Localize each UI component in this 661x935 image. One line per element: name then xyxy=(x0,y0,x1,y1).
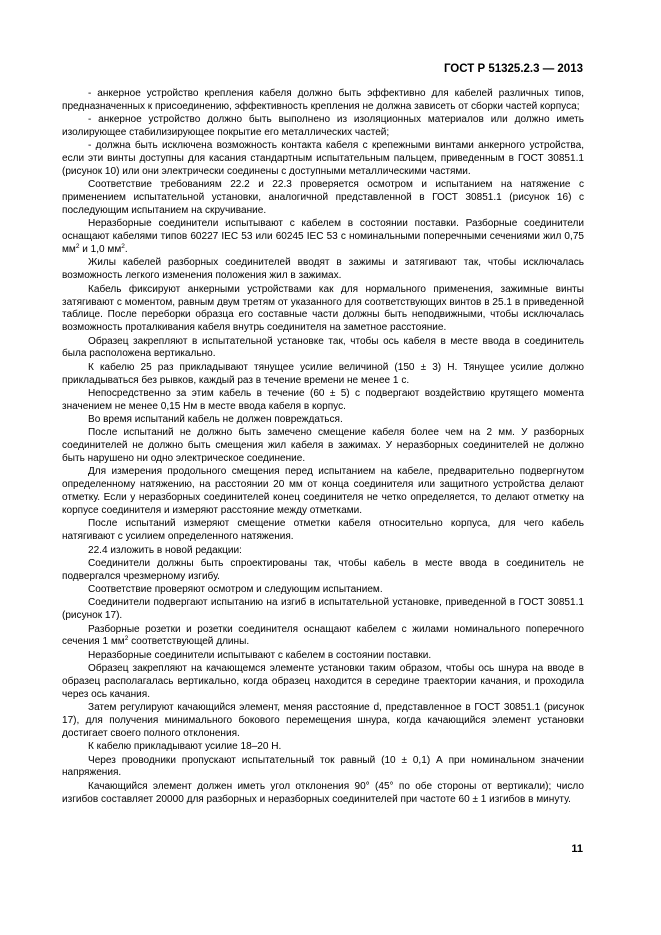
paragraph: К кабелю прикладывают усилие 18–20 Н. xyxy=(88,741,282,753)
document-header: ГОСТ Р 51325.2.3 — 2013 xyxy=(443,63,583,75)
page-number: 11 xyxy=(571,843,583,855)
paragraph: Соответствие проверяют осмотром и следующим испытанием. xyxy=(88,584,383,596)
paragraph: Образец закрепляют на качающемся элементе установки таким образом, чтобы ось шнура на вводе в образец располагалась вертикально, когда образец находится в середине траектории качания, и проходила через ось качания. xyxy=(62,663,584,700)
superscript: 2 xyxy=(121,243,125,251)
superscript: 2 xyxy=(75,243,80,251)
paragraph: Для измерения продольного смещения перед испытанием на кабеле, предварительно подвергнутом определенному натяжению, на расстоянии 20 мм от конца соединителя или защитного устройства делают отметку. Если у неразборных соединителей конец соединителя не четко определяется, то делают отметку на корпусе соединителя и измеряют расстояние между отметками. xyxy=(62,466,584,516)
paragraph: - анкерное устройство должно быть выполнено из изоляционных материалов или должно иметь изолирующее стабилизирующее покрытие его металлических частей; xyxy=(62,114,584,139)
paragraph-text: Разборные розетки и розетки соединителя оснащают кабелем с жилами номинального поперечного сечения 1 мм xyxy=(62,623,584,648)
paragraph: Неразборные соединители испытывают с кабелем в состоянии поставки. xyxy=(88,649,432,661)
paragraph: Затем регулируют качающийся элемент, меняя расстояние d, представленное в ГОСТ 30851.1 (рисунок 17), для получения минимального бокового перемещения шнура, когда качающийся элемент установки достигает своего полного отклонения. xyxy=(62,702,584,739)
document-body xyxy=(62,88,584,807)
paragraph xyxy=(62,624,584,650)
superscript: 2 xyxy=(124,635,129,643)
paragraph: Кабель фиксируют анкерными устройствами как для нормального применения, зажимные винты затягивают с моментом, равным двум третям от указанного для соответствующих винтов в 25.1 в приведенной таблице. После переборки образца его составные части должны быть неподвижными, чтобы исключалась возможность проталкивания кабеля внутрь соединителя на заметное расстояние. xyxy=(62,283,584,334)
paragraph: Соединители должны быть спроектированы так, чтобы кабель в месте ввода в соединитель не подвергался чрезмерному изгибу. xyxy=(62,557,584,582)
paragraph: - анкерное устройство крепления кабеля должно быть эффективно для кабелей различных типов, предназначенных к присоединению, эффективность крепления не должна зависеть от сборки частей корпуса; xyxy=(62,88,584,112)
paragraph: Соответствие требованиям 22.2 и 22.3 проверяется осмотром и испытанием на натяжение с применением испытательной установки, аналогичной представленной в ГОСТ 30851.1 (рисунок 16) с последующим испытанием на скручивание. xyxy=(62,179,584,217)
paragraph xyxy=(62,218,584,257)
paragraph: Во время испытаний кабель не должен повреждаться. xyxy=(88,414,343,426)
paragraph-text: Неразборные соединители испытывают с кабелем в состоянии поставки. Разборные соединители оснащают кабелями типов 60227 IEC 53 или 60245 IEC 53 с номинальными поперечными сечениями жил 0,75 мм xyxy=(62,218,584,256)
paragraph: Непосредственно за этим кабель в течение (60 ± 5) с подвергают воздействию крутящего момента значением не менее 0,15 Нм в месте ввода кабеля в корпус. xyxy=(62,387,584,412)
paragraph: Соединители подвергают испытанию на изгиб в испытательной установке, приведенной в ГОСТ 30851.1 (рисунок 17). xyxy=(62,597,584,622)
paragraph: Образец закрепляют в испытательной установке так, чтобы ось кабеля в месте ввода в соединитель была расположена вертикально. xyxy=(62,335,584,360)
paragraph-text: . xyxy=(124,244,128,256)
paragraph-text: и 1,0 мм xyxy=(79,244,122,256)
paragraph-text: соответствующей длины. xyxy=(128,636,250,648)
paragraph: Жилы кабелей разборных соединителей вводят в зажимы и затягивают так, чтобы исключалась возможность легкого изменения положения жил в зажимах. xyxy=(62,257,584,282)
paragraph: 22.4 изложить в новой редакции: xyxy=(88,544,242,556)
paragraph: Качающийся элемент должен иметь угол отклонения 90° (45° по обе стороны от вертикали); число изгибов составляет 20000 для разборных и неразборных соединителей при частоте 60 ± 1 изгибов в минуту. xyxy=(62,780,584,805)
paragraph: К кабелю 25 раз прикладывают тянущее усилие величиной (150 ± 3) Н. Тянущее усилие должно прикладываться без рывков, каждый раз в течение времени не менее 1 с. xyxy=(62,361,584,386)
paragraph: После испытаний измеряют смещение отметки кабеля относительно корпуса, для чего кабель натягивают с усилием определенного натяжения. xyxy=(62,518,584,543)
paragraph: - должна быть исключена возможность контакта кабеля с крепежными винтами анкерного устройства, если эти винты доступны для касания стандартным испытательным пальцем, приведенным в ГОСТ 30851.1 (рисунок 10) или они электрически соединены с доступными металлическими частями. xyxy=(62,140,584,178)
paragraph: Через проводники пропускают испытательный ток равный (10 ± 0,1) А при номинальном значении напряжения. xyxy=(62,754,584,779)
paragraph: После испытаний не должно быть замечено смещение кабеля более чем на 2 мм. У разборных соединителей не должно быть смещения жил кабеля в зажимах. У неразборных соединителей не должно быть нарушено ни одно электрическое соединение. xyxy=(62,427,584,465)
